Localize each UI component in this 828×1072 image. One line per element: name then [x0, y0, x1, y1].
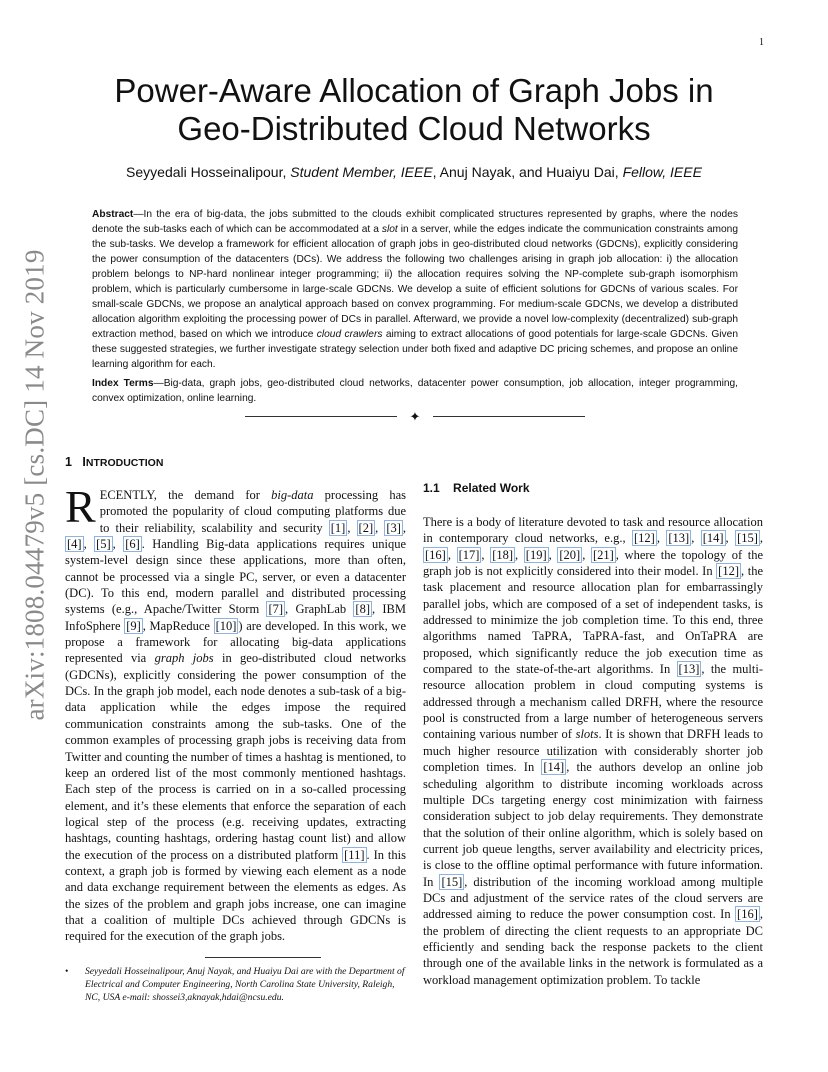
citation-link[interactable]: [19]	[525, 547, 547, 562]
related-text: , distribution of the incoming workload among multiple DCs and adjustment of the service rates of the cloud servers are addressed aiming to reduce the power consumption cost. In	[423, 874, 763, 922]
intro-em-bigdata: big-data	[271, 488, 314, 502]
intro-text: . Handling Big-data applications requires unique system-level design since these applications, more than often, cannot be processed via a single PC, server, or even a datacenter (DC). To this end, modern parallel and distributed processing systems (e.g., Apache/Twitter Storm	[65, 537, 407, 617]
abstract-text-3: aiming to extract allocations of good potentials for large-scale GDCNs. Given these suggested strategies, we further investigate strategy selection under both fixed and adaptive DC pricing schemes, and propose an online learning algorithm for each.	[92, 329, 738, 370]
citation-link[interactable]: [12]	[718, 564, 739, 579]
citation-link[interactable]: [9]	[126, 618, 141, 633]
divider-ornament: ✦	[409, 409, 421, 424]
intro-em-graphjobs: graph jobs	[154, 651, 214, 666]
citation-link[interactable]: [12]	[634, 531, 655, 546]
intro-text: in geo-distributed cloud networks (GDCNs), explicitly considering the power consumption of the DCs. In the graph job model, each node denotes a sub-task of a big-data application while the edges impose the required communication constraints among the sub-tasks. One of the common examples of processing graph jobs is receiving data from Twitter and counting the number of times a hashtag is mentioned, to keep an ordered list of the most commonly mentioned hashtags. Each step of the process is carried on in a so-called processing element, and it’s these elements that enforce the separation of each logical step of the process (e.g. receiving updates, extracting hashtags, counting hashtags, ordering hastag count list) and allow the execution of the process on a distributed platform	[65, 651, 406, 862]
author-list	[60, 164, 768, 180]
author-3-role: Fellow, IEEE	[622, 164, 702, 180]
subsection-heading-related-work	[423, 481, 530, 495]
related-text: , the multi-resource allocation problem in cloud computing systems is addressed through a mechanism called DRFH, where the resource pool is constructed from a large number of heterogeneous servers containing various number of	[423, 662, 763, 742]
subsection-title: Related Work	[453, 481, 530, 495]
citation-link[interactable]: [20]	[559, 547, 581, 562]
footnote-rule	[205, 957, 321, 958]
paper-title	[60, 72, 768, 148]
intro-text: , GraphLab	[285, 602, 354, 617]
section-heading-introduction	[65, 455, 163, 469]
abstract	[92, 207, 738, 372]
citation-link[interactable]: [15]	[441, 874, 463, 889]
related-text: . It is shown that DRFH leads to much higher resource utilization with considerably shorter job completion times. In	[423, 727, 764, 775]
citation-link[interactable]: [17]	[458, 547, 480, 562]
citation-link[interactable]: [10]	[215, 618, 237, 633]
arxiv-stamp-text: arXiv:1808.04479v5 [cs.DC] 14 Nov 2019	[19, 249, 50, 721]
intro-text: ) are developed. In this work, we propose a framework for allocating big-data applications represented via	[65, 618, 406, 666]
citation-link[interactable]: [14]	[543, 760, 565, 775]
related-text: There is a body of literature devoted to task and resource allocation in contemporary cloud networks, e.g.,	[423, 515, 763, 546]
citation-link[interactable]: [11]	[344, 847, 365, 862]
related-work-paragraph: There is a body of literature devoted to task and resource allocation in contemporary cloud networks, e.g., [12] , [13] , [14] , [15] , [16] , [17] , [18] , [19] , [20] , [21] , where the topology of the graph job is not explicitly considered into their model. In [12] , the task placement and resource allocation plan for embarrassingly parallel jobs, which are composed of a set of independent tasks, is addressed to minimize the job completion time. To this end, three algorithms named TaPRA, TaPRA-fast, and OnTaPRA are proposed, which significantly reduce the job execution time as compared to the state-of-the-art algorithms. In [13] , the multi-resource allocation problem in cloud computing systems is addressed through a mechanism called DRFH, where the resource pool is constructed from a large number of heterogeneous servers containing various number of slots. It is shown that DRFH leads to much higher resource utilization with considerably shorter job completion times. In [14] , the authors develop an online job scheduling algorithm to distribute incoming workloads across multiple DCs targeting energy cost minimization with fairness consideration subject to job delay requirements. They demonstrate that the solution of their online algorithm, which is solely based on current job queue lengths, server availability and electricity prices, is close to the offline optimal performance with future information. In [15] , distribution of the incoming workload among multiple DCs and adjustment of the service rates of the cloud servers are addressed aiming to reduce the power consumption cost. In [16] , the problem of directing the client requests to an appropriate DC efficiently and sending back the response packets to the client through one of the available links in the network is formulated as a workload management optimization problem. To tackle	[423, 515, 764, 987]
citation-link[interactable]: [21]	[592, 547, 614, 562]
divider-line-left	[245, 416, 397, 417]
drop-cap: R	[65, 481, 96, 532]
citation-link[interactable]: [3]	[386, 520, 401, 535]
right-column-body	[423, 514, 763, 988]
divider-line-right	[433, 416, 585, 417]
subsection-number: 1.1	[423, 481, 440, 495]
intro-text: , IBM InfoSphere	[65, 602, 407, 633]
abstract-em-crawlers: cloud crawlers	[316, 329, 383, 340]
section-divider	[245, 408, 585, 424]
page-number: 1	[759, 37, 764, 48]
abstract-label: Abstract	[92, 209, 134, 220]
section-title-rest: NTRODUCTION	[85, 457, 164, 469]
title-line-1: Power-Aware Allocation of Graph Jobs in	[114, 72, 714, 109]
citation-link[interactable]: [6]	[125, 537, 140, 552]
abstract-text-2: in a server, while the edges indicate the communication constraints among the sub-tasks. We develop a framework for efficient allocation of graph jobs in geo-distributed cloud networks (GDCNs), explicitly considering the power consumption of the datacenters (DCs). We address the following two challenges arising in graph job allocation: i) the allocation problem belongs to NP-hard nonlinear integer programming; ii) the allocation requires solving the NP-complete sub-graph isomorphism problem, which is particularly cumbersome in large-scale GDCNs. We develop a suite of efficient solutions for GDCNs of various scales. For small-scale GDCNs, we propose an analytical approach based on convex programming. For medium-scale GDCNs, we develop a distributed allocation algorithm exploiting the processing power of DCs in parallel. Afterward, we provide a novel low-complexity (decentralized) sub-graph extraction method, based on which we introduce	[92, 224, 738, 340]
index-terms	[92, 376, 738, 406]
citation-link[interactable]: [14]	[702, 531, 724, 546]
citation-link[interactable]: [2]	[358, 520, 374, 535]
citation-link[interactable]: [16]	[425, 547, 446, 562]
author-affiliation-footnote	[65, 965, 406, 1004]
footnote-text: Seyyedali Hosseinalipour, Anuj Nayak, and Huaiyu Dai are with the Department of Electrical and Computer Engineering, North Carolina State University, Raleigh, NC, USA e-mail: shossei3,aknayak,hdai@ncsu.edu.	[85, 966, 405, 1003]
citation-link[interactable]: [7]	[268, 602, 284, 617]
related-em-slots: slots	[575, 727, 599, 742]
citation-link[interactable]: [18]	[492, 547, 514, 562]
citation-link[interactable]: [5]	[96, 537, 111, 552]
section-title-cap: I	[82, 455, 86, 469]
citation-link[interactable]: [16]	[737, 907, 758, 922]
citation-link[interactable]: [4]	[67, 537, 82, 552]
author-1-role: Student Member, IEEE	[290, 164, 433, 180]
authors-2-3: , Anuj Nayak, and Huaiyu Dai,	[432, 164, 623, 180]
arxiv-identifier-stamp	[18, 249, 52, 721]
citation-link[interactable]: [13]	[668, 531, 690, 546]
intro-text: ECENTLY, the demand for	[99, 488, 272, 502]
intro-paragraph: RECENTLY, the demand for big-data processing has promoted the popularity of cloud computing platforms due to their reliability, scalability and security [1] , [2] , [3] , [4] , [5] , [6] . Handling Big-data applications requires unique system-level design since these applications, more than often, cannot be processed via a single PC, server, or even a datacenter (DC). To this end, modern parallel and distributed processing systems (e.g., Apache/Twitter Storm [7] , GraphLab [8] , IBM InfoSphere [9] , MapReduce [10] ) are developed. In this work, we propose a framework for allocating big-data applications represented via graph jobs in geo-distributed cloud networks (GDCNs), explicitly considering the power consumption of the DCs. In the graph job model, each node denotes a sub-task of a big-data application while the edges impose the required communication constraints among the sub-tasks. One of the common examples of processing graph jobs is receiving data from Twitter and counting the number of times a hashtag is mentioned, to keep an ordered list of the most commonly mentioned hashtags. Each step of the process is carried on in a so-called processing element, and it’s these elements that enforce the separation of each logical step of the process (e.g. receiving updates, extracting hashtags, counting hashtags, ordering hastag count list) and allow the execution of the process on a distributed platform [11] . In this context, a graph job is formed by viewing each element as a node and data exchange requirement between the elements as edges. As the sizes of the problem and graph jobs increase, one can imagine that a coalition of multiple DCs achieved through GDCNs is required for the execution of the graph jobs.	[65, 481, 407, 944]
author-1: Seyyedali Hosseinalipour,	[126, 164, 291, 180]
citation-link[interactable]: [15]	[737, 531, 758, 546]
title-line-2: Geo-Distributed Cloud Networks	[177, 110, 651, 147]
related-text: , the authors develop an online job scheduling algorithm to distribute incoming workloads across multiple DCs targeting energy cost minimization with fairness consideration subject to job delay requirements. They demonstrate that the solution of their online algorithm, which is solely based on current job queue lengths, server availability and electricity prices, is close to the offline optimal performance with future information. In	[423, 760, 764, 889]
intro-text: processing has promoted the popularity of cloud computing platforms due to their reliability, scalability and security	[99, 488, 406, 535]
left-column-body	[65, 481, 407, 945]
intro-text: , MapReduce	[142, 618, 214, 633]
citation-link[interactable]: [8]	[355, 602, 370, 617]
footnote-bullet: •	[65, 966, 69, 977]
related-text: , where the topology of the graph job is not explicitly considered into their model. In	[423, 547, 764, 579]
related-text: , the problem of directing the client requests to an appropriate DC efficiently and sending back the response packets to the client through one of the available links in the network is formulated as a workload management optimization problem. To tackle	[423, 907, 763, 987]
abstract-em-slot: slot	[381, 224, 398, 235]
section-number: 1	[65, 455, 72, 469]
related-text: , the task placement and resource allocation plan for embarrassingly parallel jobs, which are composed of a set of independent tasks, is addressed to minimize the job completion time. To this end, three algorithms named TaPRA, TaPRA-fast, and OnTaPRA are proposed, which significantly reduce the job execution time as compared to the state-of-the-art algorithms. In	[423, 564, 763, 677]
index-terms-label: Index Terms	[92, 378, 154, 389]
citation-link[interactable]: [1]	[330, 520, 346, 535]
abstract-text-1: —In the era of big-data, the jobs submitted to the clouds exhibit complicated structures represented by graphs, where the nodes denote the sub-tasks each of which can be accommodated at a	[92, 209, 738, 235]
citation-link[interactable]: [13]	[678, 662, 700, 677]
intro-text: . In this context, a graph job is formed by viewing each element as a node and data exchange requirement between the elements as edges. As the sizes of the problem and graph jobs increase, one can imagine that a coalition of multiple DCs achieved through GDCNs is required for the execution of the graph jobs.	[65, 847, 406, 944]
index-terms-text: —Big-data, graph jobs, geo-distributed cloud networks, datacenter power consumption, job allocation, integer programming, convex optimization, online learning.	[92, 378, 739, 404]
